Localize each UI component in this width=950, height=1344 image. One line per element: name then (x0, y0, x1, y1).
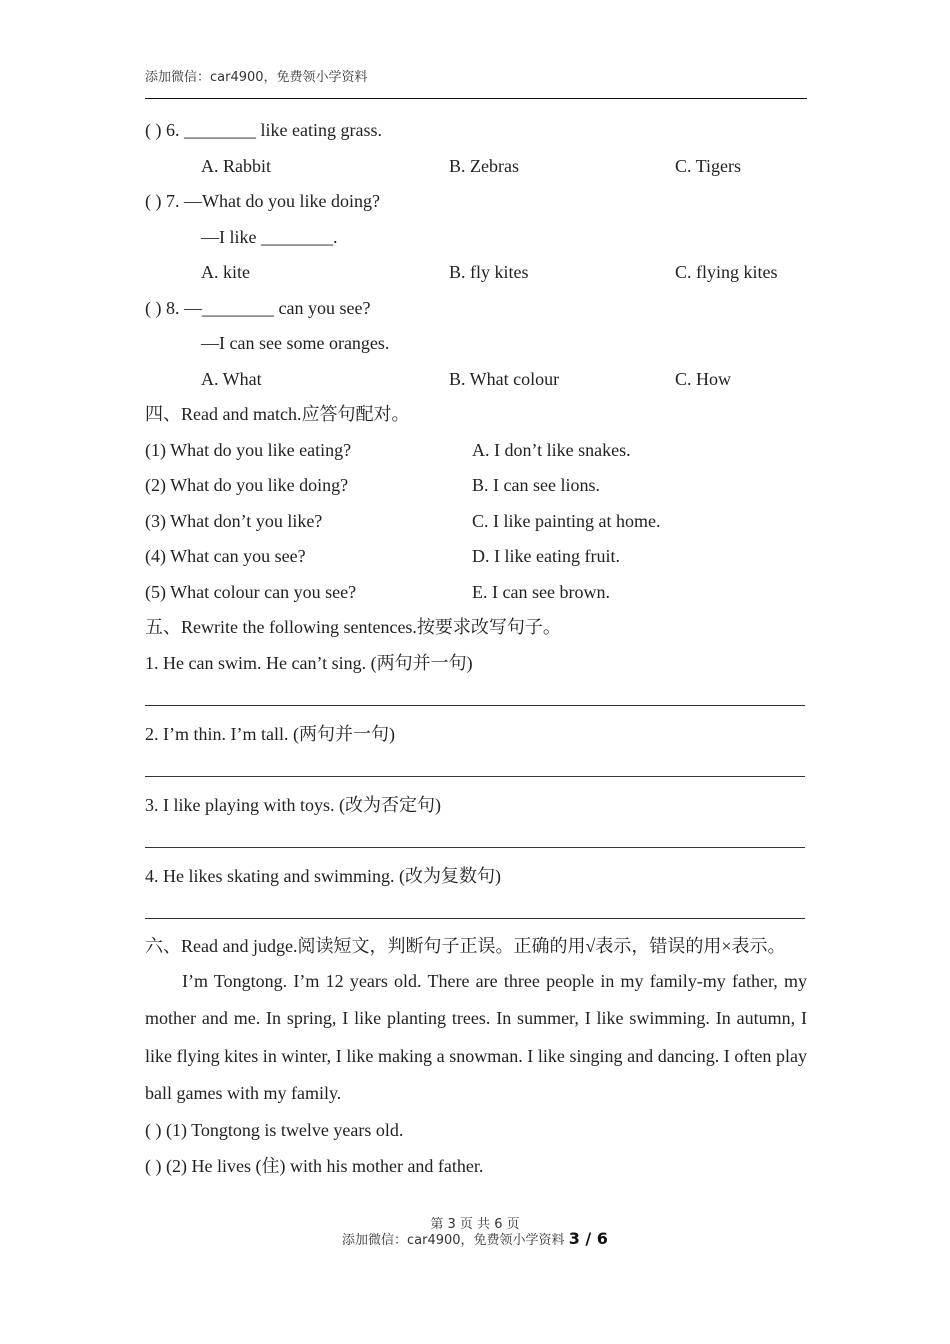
page-info: 第 3 页 共 6 页 (430, 1217, 520, 1232)
question-8-answer-line: —I can see some oranges. (201, 333, 390, 353)
rewrite-item-4: 4. He likes skating and swimming. (改为复数句) (145, 866, 501, 886)
question-7-answer-line: —I like ________. (201, 227, 338, 247)
question-8-option-b: B. What colour (449, 369, 560, 389)
question-7-option-a: A. kite (201, 262, 250, 282)
question-6-option-a: A. Rabbit (201, 156, 271, 176)
match-question-2: (2) What do you like doing? (145, 475, 349, 495)
question-6-option-b: B. Zebras (449, 156, 519, 176)
answer-blank-3[interactable] (145, 847, 805, 848)
section-5-title: 五、Rewrite the following sentences.按要求改写句子。 (145, 617, 561, 637)
rewrite-item-1: 1. He can swim. He can’t sing. (两句并一句) (145, 653, 473, 673)
header-divider (145, 98, 807, 99)
page-header: 添加微信：car4900，免费领小学资料 (145, 70, 368, 85)
page-number: 3 / 6 (568, 1229, 608, 1248)
rewrite-item-2: 2. I’m thin. I’m tall. (两句并一句) (145, 724, 395, 744)
question-6-stem: ( ) 6. ________ like eating grass. (145, 120, 382, 140)
judge-item-2: ( ) (2) He lives (住) with his mother and father. (145, 1156, 484, 1176)
question-8-option-c: C. How (675, 369, 732, 389)
question-7-option-c: C. flying kites (675, 262, 778, 282)
match-answer-a: A. I don’t like snakes. (472, 440, 631, 460)
match-answer-b: B. I can see lions. (472, 475, 600, 495)
answer-blank-2[interactable] (145, 776, 805, 777)
question-6-option-c: C. Tigers (675, 156, 742, 176)
question-8-option-a: A. What (201, 369, 262, 389)
rewrite-item-3: 3. I like playing with toys. (改为否定句) (145, 795, 441, 815)
footer-wechat-note: 添加微信：car4900，免费领小学资料 (342, 1233, 565, 1248)
match-answer-e: E. I can see brown. (472, 582, 610, 602)
page-footer (342, 1229, 608, 1248)
reading-passage: I’m Tongtong. I’m 12 years old. There are three people in my family-my father, my mother and me. In spring, I like planting trees. In summer, I like swimming. In autumn, I like flying kites in winter, I like making a snowman. I like singing and dancing. I often play ball games with my family. (145, 971, 807, 1103)
match-answer-c: C. I like painting at home. (472, 511, 661, 531)
question-7-option-b: B. fly kites (449, 262, 529, 282)
answer-blank-4[interactable] (145, 918, 805, 919)
match-answer-d: D. I like eating fruit. (472, 546, 620, 566)
match-question-3: (3) What don’t you like? (145, 511, 323, 531)
question-8-stem: ( ) 8. —________ can you see? (145, 298, 371, 318)
match-question-4: (4) What can you see? (145, 546, 306, 566)
match-question-1: (1) What do you like eating? (145, 440, 352, 460)
section-4-title: 四、Read and match.应答句配对。 (145, 404, 410, 424)
answer-blank-1[interactable] (145, 705, 805, 706)
match-question-5: (5) What colour can you see? (145, 582, 357, 602)
section-6-title: 六、Read and judge.阅读短文，判断句子正误。正确的用√表示，错误的用×表示。 (145, 936, 786, 956)
question-7-stem: ( ) 7. —What do you like doing? (145, 191, 380, 211)
judge-item-1: ( ) (1) Tongtong is twelve years old. (145, 1120, 404, 1140)
